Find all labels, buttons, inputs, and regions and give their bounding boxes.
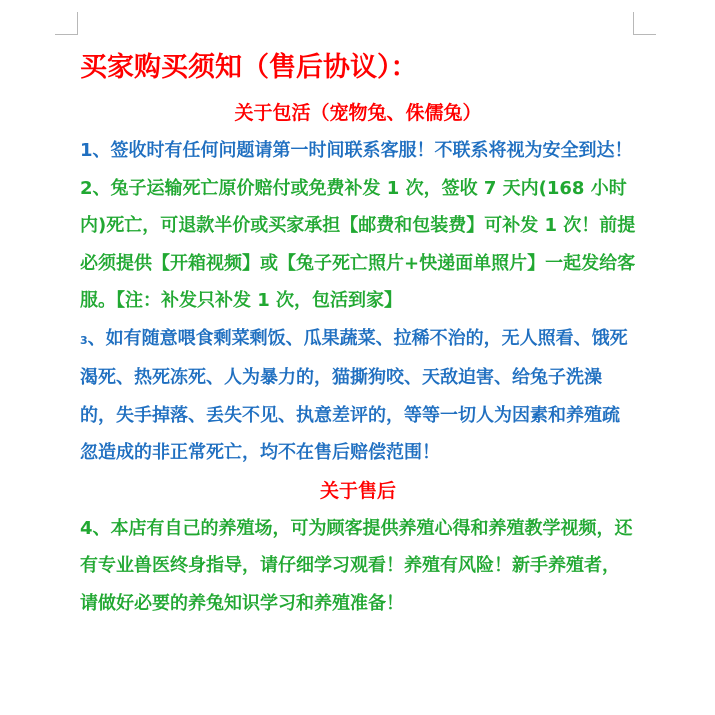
crop-mark-top-right — [633, 12, 656, 35]
crop-mark-top-left — [55, 12, 78, 35]
policy-item-3 — [80, 320, 636, 472]
document-title: 买家购买须知（售后协议）： — [80, 52, 418, 83]
policy-item-4: 4、本店有自己的养殖场，可为顾客提供养殖心得和养殖教学视频，还有专业兽医终身指导，请仔细学习观看！养殖有风险！新手养殖者，请做好必要的养兔知识学习和养殖准备！ — [80, 517, 633, 614]
policy-item-3-number: 3 — [80, 333, 88, 347]
policy-item-3-text: 、如有随意喂食剩菜剩饭、瓜果蔬菜、拉稀不治的，无人照看、饿死渴死、热死冻死、人为暴力的，猫撕狗咬、天敌迫害、给兔子洗澡的，失手掉落、丢失不见、执意差评的，等等一切人为因素和养殖疏忽造成的非正常死亡，均不在售后赔偿范围！ — [80, 327, 628, 463]
document-body — [80, 46, 636, 622]
section-heading-live-guarantee: 关于包活（宠物兔、侏儒兔） — [234, 102, 482, 124]
section-heading-after-sales: 关于售后 — [319, 479, 396, 502]
policy-item-1: 1、签收时有任何问题请第一时间联系客服！不联系将视为安全到达！ — [80, 140, 633, 161]
policy-item-2: 2、兔子运输死亡原价赔付或免费补发 1 次，签收 7 天内(168 小时内)死亡，可退款半价或买家承担【邮费和包装费】可补发 1 次！前提必须提供【开箱视频】或【兔子死亡照片+快递面单照片】一起发给客服。【注：补发只补发 1 次，包活到家】 — [80, 177, 636, 311]
